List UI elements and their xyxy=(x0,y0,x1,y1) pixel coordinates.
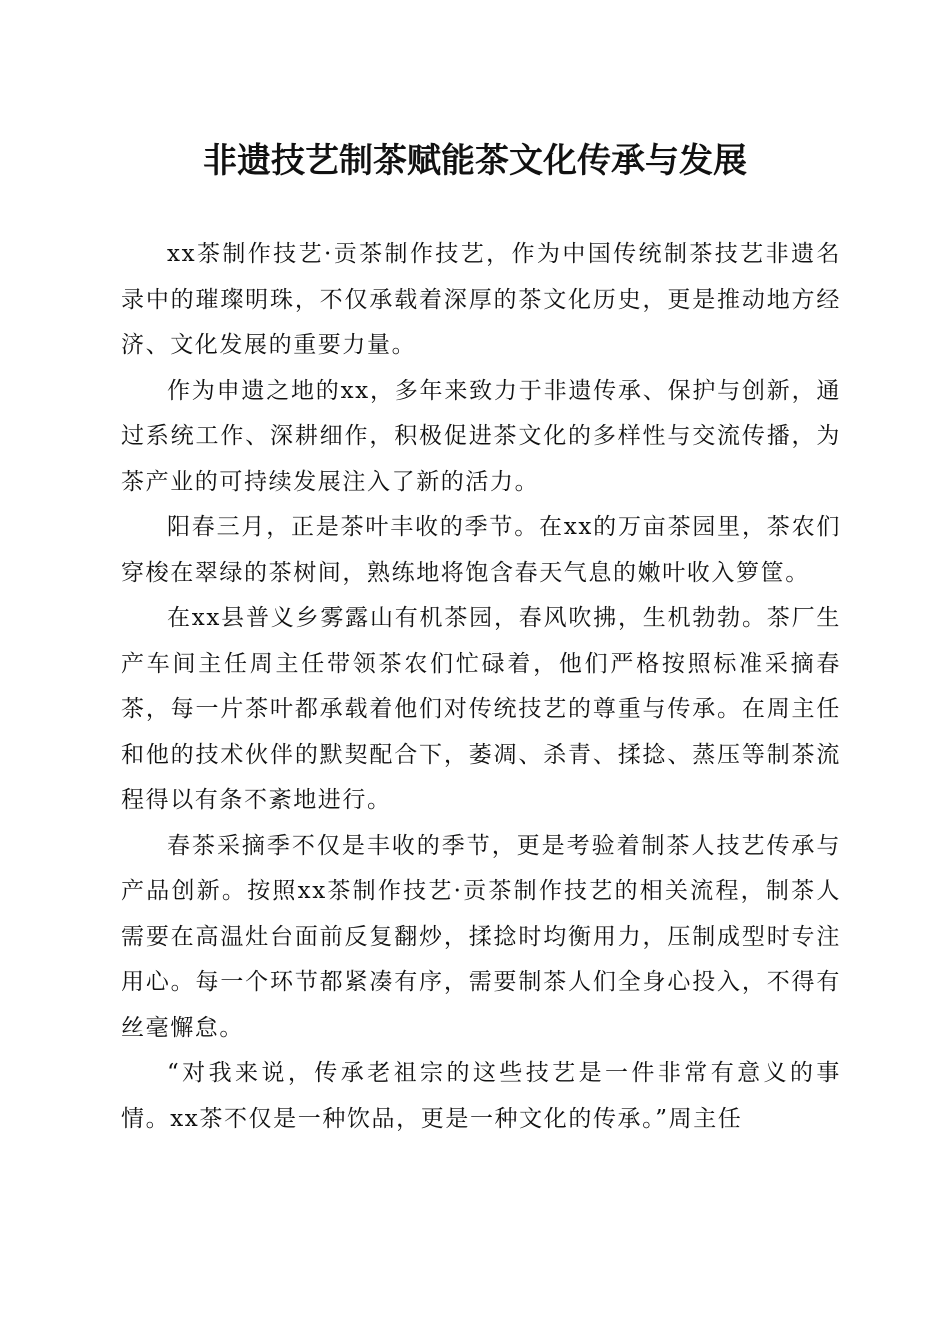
paragraph: 春茶采摘季不仅是丰收的季节，更是考验着制茶人技艺传承与产品创新。按照xx茶制作技艺·贡茶制作技艺的相关流程，制茶人需要在高温灶台面前反复翻炒，揉捻时均衡用力，压制成型时专注用心。每一个环节都紧凑有序，需要制茶人们全身心投入，不得有丝毫懈怠。 xyxy=(121,832,841,1041)
document-title: 非遗技艺制茶赋能茶文化传承与发展 xyxy=(203,141,747,181)
paragraph: 作为申遗之地的xx，多年来致力于非遗传承、保护与创新，通过系统工作、深耕细作，积极促进茶文化的多样性与交流传播，为茶产业的可持续发展注入了新的活力。 xyxy=(121,377,841,495)
paragraph: xx茶制作技艺·贡茶制作技艺，作为中国传统制茶技艺非遗名录中的璀璨明珠，不仅承载着深厚的茶文化历史，更是推动地方经济、文化发展的重要力量。 xyxy=(121,241,841,358)
paragraph: “对我来说，传承老祖宗的这些技艺是一件非常有意义的事情。xx茶不仅是一种饮品，更是一种文化的传承。”周主任 xyxy=(121,1060,841,1132)
document-body xyxy=(121,232,841,1142)
paragraph: 阳春三月，正是茶叶丰收的季节。在xx的万亩茶园里，茶农们穿梭在翠绿的茶树间，熟练地将饱含春天气息的嫩叶收入箩筐。 xyxy=(121,514,841,586)
paragraph: 在xx县普义乡雾露山有机茶园，春风吹拂，生机勃勃。茶厂生产车间主任周主任带领茶农们忙碌着，他们严格按照标准采摘春茶，每一片茶叶都承载着他们对传统技艺的尊重与传承。在周主任和他的技术伙伴的默契配合下，萎凋、杀青、揉捻、蒸压等制茶流程得以有条不紊地进行。 xyxy=(121,605,841,813)
